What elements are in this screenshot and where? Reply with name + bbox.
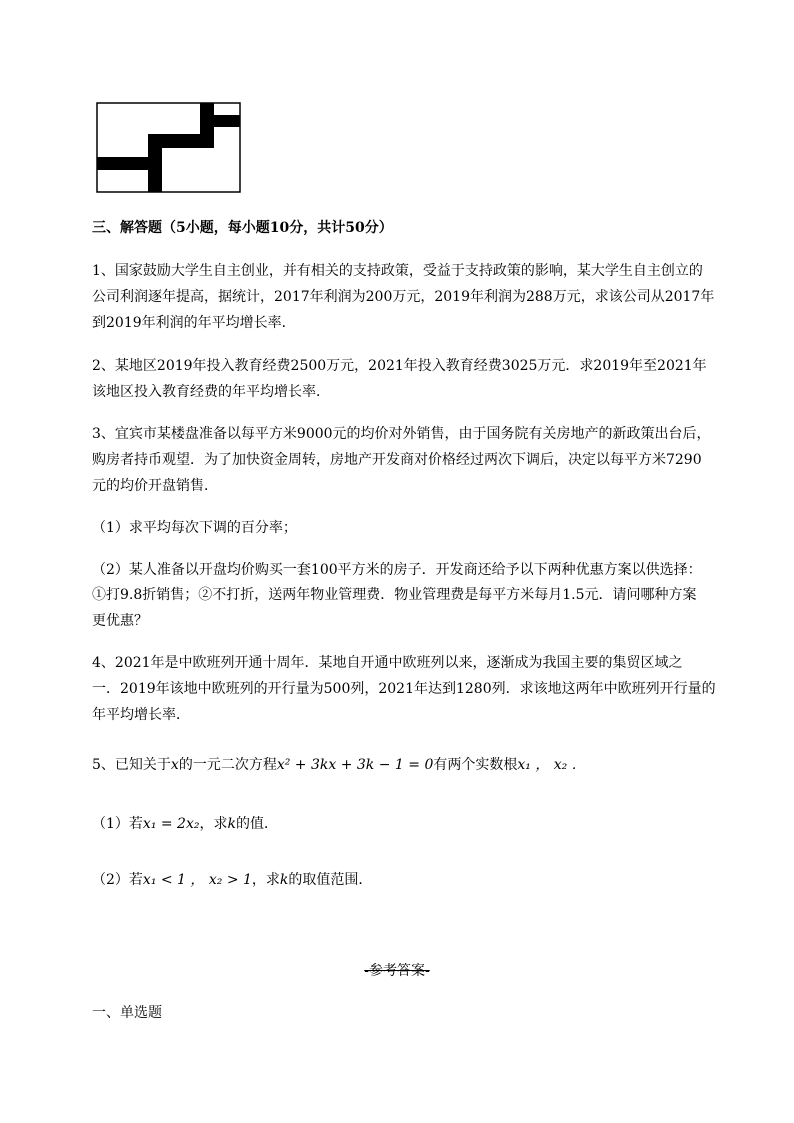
q5-part1-condition: x₁ = 2x₂ <box>142 816 200 832</box>
q5-part1-prefix: （1）若 <box>92 816 143 832</box>
q3-part2-line2: ①打9.8折销售；②不打折，送两年物业管理费．物业管理费是每平方米每月1.5元．请问哪种方案 <box>92 587 697 603</box>
q5-part2 <box>92 871 372 889</box>
q5-equation: x² + 3kx + 3k − 1 = 0 <box>276 757 434 773</box>
q5-prefix: 5、已知关于 <box>92 757 171 773</box>
q5-part1-suffix: ，求 <box>199 816 228 832</box>
q5-suffix: 有两个实数根 <box>433 757 518 773</box>
q1-text-line3: 到2019年利润的年平均增长率． <box>92 315 296 331</box>
q3-text-line3: 元的均价开盘销售． <box>92 478 218 494</box>
section-heading-3: 三、解答题（5小题，每小题10分，共计50分） <box>92 220 393 236</box>
staircase-figure <box>96 102 242 194</box>
q4-text-line1: 4、2021年是中欧班列开通十周年．某地自开通中欧班列以来，逐渐成为我国主要的集贸区域之 <box>92 655 683 671</box>
q3-part2-line3: 更优惠？ <box>92 613 148 629</box>
q4-text-line3: 年平均增长率． <box>92 707 190 723</box>
q5-part1-var-k: k <box>227 816 236 832</box>
q2-text-line1: 2、某地区2019年投入教育经费2500万元，2021年投入教育经费3025万元．求2019年至2021年 <box>92 358 707 374</box>
q1-text-line2: 公司利润逐年提高，据统计，2017年利润为200万元，2019年利润为288万元，求该公司从2017年 <box>92 289 715 305</box>
q5-roots: x₁ ， x₂ ． <box>517 757 586 773</box>
q5-text <box>92 756 586 774</box>
answers-title <box>0 962 794 980</box>
q5-mid: 的一元二次方程 <box>178 757 277 773</box>
q3-text-line2: 购房者持币观望．为了加快资金周转，房地产开发商对价格经过两次下调后，决定以每平方米7290 <box>92 452 702 468</box>
q5-var-x: x <box>170 757 179 773</box>
q5-part2-end: 的取值范围． <box>288 872 373 888</box>
q2-text-line2: 该地区投入教育经费的年平均增长率． <box>92 384 330 400</box>
q5-part2-var-k: k <box>279 872 289 888</box>
answers-title-text: -参考答案- <box>364 963 430 979</box>
answers-section-1: 一、单选题 <box>92 1005 162 1021</box>
q3-part1: （1）求平均每次下调的百分率； <box>92 520 297 536</box>
q1-text-line1: 1、国家鼓励大学生自主创业，并有相关的支持政策，受益于支持政策的影响，某大学生自主创立的 <box>92 263 703 279</box>
q3-text-line1: 3、宜宾市某楼盘准备以每平方米9000元的均价对外销售，由于国务院有关房地产的新政策出台后， <box>92 426 711 442</box>
q5-part1 <box>92 815 278 833</box>
q5-part2-prefix: （2）若 <box>92 872 143 888</box>
q3-part2-line1: （2）某人准备以开盘均价购买一套100平方米的房子．开发商还给予以下两种优惠方案以供选择： <box>92 562 702 578</box>
q4-text-line2: 一．2019年该地中欧班列的开行量为500列，2021年达到1280列．求该地这两年中欧班列开行量的 <box>92 681 716 697</box>
q5-part2-suffix: ，求 <box>251 872 280 888</box>
q5-part1-end: 的值． <box>235 816 278 832</box>
q5-part2-condition: x₁ < 1 ， x₂ > 1 <box>142 872 252 888</box>
